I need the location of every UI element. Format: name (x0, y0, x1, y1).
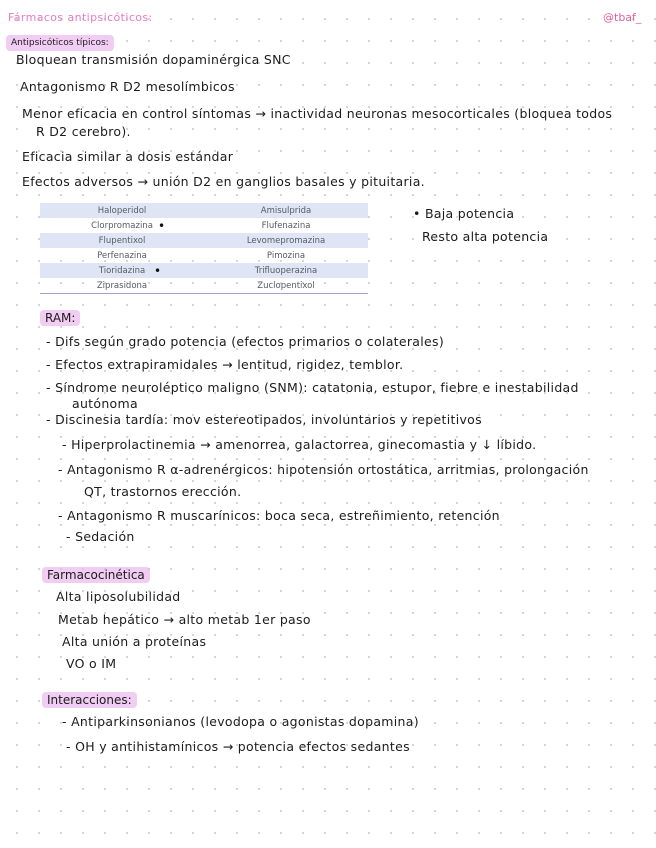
table-cell: Trifluoperazina (254, 265, 318, 276)
drug-name: Clorpromazina (91, 220, 153, 231)
table-cell: Flupentixol (98, 235, 146, 246)
table-cell: Haloperidol (97, 205, 147, 216)
low-potency-marker: • (154, 263, 162, 278)
ram-item-continuation: autónoma (72, 396, 138, 411)
pharmacokinetics-heading: Farmacocinética (42, 567, 150, 583)
table-cell: Levomepromazina (246, 235, 326, 246)
ram-item-continuation: QT, trastornos erección. (84, 484, 242, 499)
table-cell: Perfenazina (97, 250, 147, 261)
table-row (40, 248, 368, 263)
ram-item: - Síndrome neuroléptico maligno (SNM): catatonia, estupor, fiebre e inestabilidad (46, 380, 579, 395)
table-cell: Flufenazina (261, 220, 311, 231)
table-row (40, 278, 368, 293)
pharmacokinetics-item: Metab hepático → alto metab 1er paso (58, 612, 311, 627)
table-cell (40, 218, 204, 233)
table-row (40, 233, 368, 248)
author-handle: @tbaf_ (603, 11, 642, 24)
potency-note-low: • Baja potencia (413, 206, 515, 221)
pharmacokinetics-item: VO o IM (66, 656, 117, 671)
table-row (40, 203, 368, 218)
ram-item: - Antagonismo R muscarínicos: boca seca, estreñimiento, retención (58, 508, 500, 523)
typical-line: Efectos adversos → unión D2 en ganglios basales y pituitaria. (22, 174, 425, 189)
ram-item: - Efectos extrapiramidales → lentitud, rigidez, temblor. (46, 357, 404, 372)
table-row (40, 218, 368, 233)
interactions-item: - Antiparkinsonianos (levodopa o agonistas dopamina) (62, 714, 419, 729)
ram-item: - Antagonismo R α-adrenérgicos: hipotensión ortostática, arritmias, prolongación (58, 462, 589, 477)
table-cell: Amisulprida (260, 205, 312, 216)
potency-note-rest: Resto alta potencia (422, 229, 549, 244)
low-potency-marker: • (158, 218, 166, 233)
ram-heading: RAM: (40, 310, 80, 326)
typical-line: Menor eficacia en control síntomas → inactividad neuronas mesocorticales (bloquea todos (22, 106, 613, 121)
table-cell (40, 263, 204, 278)
interactions-heading: Interacciones: (42, 692, 137, 708)
ram-item: - Discinesia tardía: mov estereotipados, involuntarios y repetitivos (46, 412, 482, 427)
interactions-item: - OH y antihistamínicos → potencia efectos sedantes (66, 739, 410, 754)
typical-line: Antagonismo R D2 mesolímbicos (20, 79, 235, 94)
typical-line: Bloquean transmisión dopaminérgica SNC (16, 52, 291, 67)
drug-name: Tioridazina (98, 265, 146, 276)
table-cell: Pimozina (266, 250, 306, 261)
pharmacokinetics-item: Alta unión a proteínas (62, 634, 207, 649)
typical-line: Eficacia similar a dosis estándar (22, 149, 234, 164)
table-row (40, 263, 368, 278)
ram-item: - Sedación (66, 529, 135, 544)
ram-item: - Hiperprolactinemia → amenorrea, galactorrea, ginecomastia y ↓ líbido. (62, 437, 537, 452)
page-title: Fármacos antipsicóticos: (8, 11, 153, 24)
ram-item: - Difs según grado potencia (efectos primarios o colaterales) (46, 334, 444, 349)
drug-table (40, 203, 368, 294)
table-cell: Zuclopentixol (257, 280, 315, 291)
typical-heading: Antipsicóticos típicos: (6, 35, 114, 51)
table-cell: Ziprasidona (96, 280, 148, 291)
pharmacokinetics-item: Alta liposolubilidad (56, 589, 181, 604)
typical-line-continuation: R D2 cerebro). (36, 124, 131, 139)
